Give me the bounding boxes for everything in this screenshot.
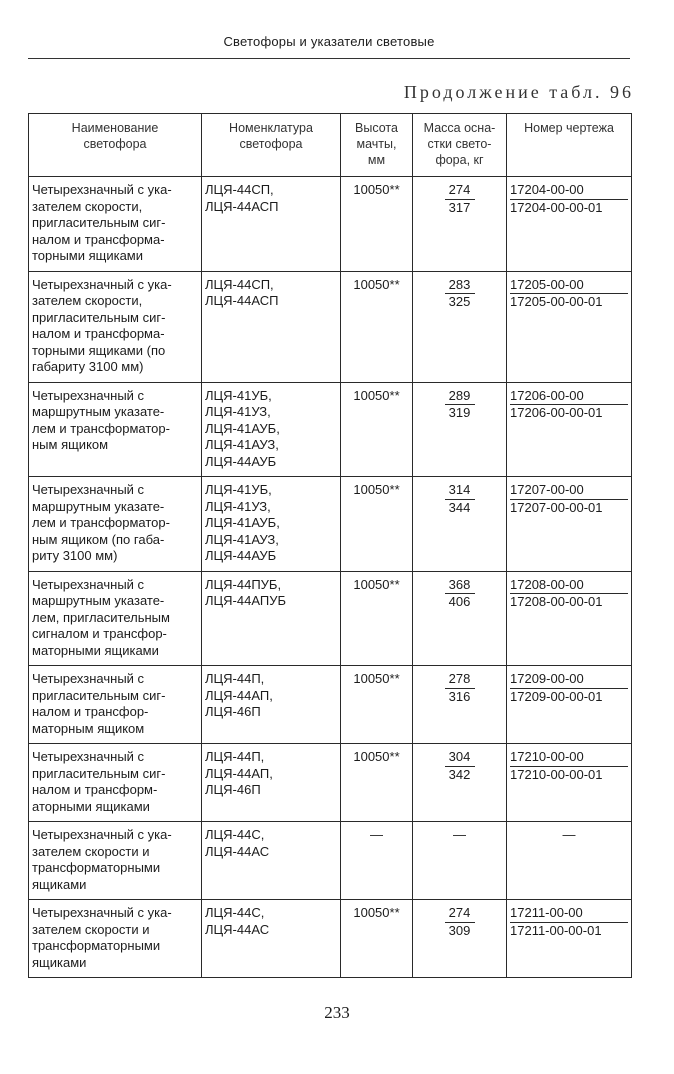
mass-fraction <box>445 482 475 516</box>
mass-numerator: 289 <box>445 388 475 406</box>
mass-fraction <box>445 749 475 783</box>
drawing-cell: — <box>507 822 632 900</box>
height-cell: — <box>341 822 413 900</box>
drawing-number-main: 17205-00-00 <box>510 277 628 295</box>
height-cell: 10050** <box>341 666 413 744</box>
mass-fraction <box>445 277 475 311</box>
drawing-number-main: 17207-00-00 <box>510 482 628 500</box>
mass-fraction <box>445 577 475 611</box>
drawing-number-main: 17211-00-00 <box>510 905 628 923</box>
nomenclature-cell: ЛЦЯ-41УБ, ЛЦЯ-41УЗ, ЛЦЯ-41АУБ, ЛЦЯ-41АУЗ, ЛЦЯ-44АУБ <box>202 382 341 477</box>
drawing-number-variant: 17210-00-00-01 <box>510 766 603 782</box>
nomenclature-cell: ЛЦЯ-41УБ, ЛЦЯ-41УЗ, ЛЦЯ-41АУБ, ЛЦЯ-41АУЗ, ЛЦЯ-44АУБ <box>202 477 341 572</box>
signal-name-cell: Четырехзначный с ука- зателем скорости и трансформаторными ящиками <box>29 822 202 900</box>
mass-numerator: 274 <box>445 182 475 200</box>
nomenclature-cell: ЛЦЯ-44ПУБ, ЛЦЯ-44АПУБ <box>202 571 341 666</box>
mass-denominator: 319 <box>448 405 471 420</box>
mass-numerator: 278 <box>445 671 475 689</box>
mass-cell <box>413 382 507 477</box>
signal-name-cell: Четырехзначный с ука- зателем скорости, пригласительным сиг- налом и трансформа- торными ящиками (по габариту 3100 мм) <box>29 271 202 382</box>
table-row <box>29 477 632 572</box>
drawing-cell <box>507 900 632 978</box>
mass-fraction <box>445 671 475 705</box>
drawing-cell <box>507 571 632 666</box>
mass-numerator: 283 <box>445 277 475 295</box>
mass-denominator: 344 <box>448 499 471 515</box>
drawing-number-main: 17209-00-00 <box>510 671 628 689</box>
signal-name-cell: Четырехзначный с пригласительным сиг- налом и трансфор- маторным ящиком <box>29 666 202 744</box>
nomenclature-cell: ЛЦЯ-44С, ЛЦЯ-44АС <box>202 822 341 900</box>
height-cell: 10050** <box>341 271 413 382</box>
drawing-number-variant: 17208-00-00-01 <box>510 594 603 609</box>
nomenclature-cell: ЛЦЯ-44П, ЛЦЯ-44АП, ЛЦЯ-46П <box>202 666 341 744</box>
table-row <box>29 666 632 744</box>
header-drawing: Номер чертежа <box>507 114 632 177</box>
mass-denominator: 309 <box>448 922 471 938</box>
mass-numerator: 368 <box>445 577 475 595</box>
mass-denominator: 325 <box>448 294 471 309</box>
nomenclature-cell: ЛЦЯ-44П, ЛЦЯ-44АП, ЛЦЯ-46П <box>202 744 341 822</box>
table-row <box>29 744 632 822</box>
mass-denominator: 316 <box>448 688 471 704</box>
mass-numerator: 274 <box>445 905 475 923</box>
mass-numerator: 304 <box>445 749 475 767</box>
mass-cell <box>413 177 507 272</box>
page-number: 233 <box>324 1003 350 1022</box>
nomenclature-cell: ЛЦЯ-44С, ЛЦЯ-44АС <box>202 900 341 978</box>
drawing-number-main: 17204-00-00 <box>510 182 628 200</box>
mass-fraction <box>445 905 475 939</box>
header-height: Высота мачты, мм <box>341 114 413 177</box>
mass-cell <box>413 477 507 572</box>
height-cell: 10050** <box>341 744 413 822</box>
mass-denominator: 342 <box>448 766 471 782</box>
drawing-number-main: 17208-00-00 <box>510 577 628 595</box>
header-mass: Масса осна- стки свето- фора, кг <box>413 114 507 177</box>
height-cell: 10050** <box>341 177 413 272</box>
mass-cell: — <box>413 822 507 900</box>
drawing-number-variant: 17209-00-00-01 <box>510 688 603 704</box>
table-row <box>29 382 632 477</box>
mass-cell <box>413 271 507 382</box>
table-body <box>29 177 632 978</box>
mass-numerator: 314 <box>445 482 475 500</box>
table-row <box>29 177 632 272</box>
mass-fraction <box>445 182 475 216</box>
drawing-cell <box>507 744 632 822</box>
height-cell: 10050** <box>341 900 413 978</box>
signal-name-cell: Четырехзначный с ука- зателем скорости, пригласительным сиг- налом и трансформа- торными ящиками <box>29 177 202 272</box>
mass-cell <box>413 571 507 666</box>
table-row <box>29 900 632 978</box>
drawing-cell <box>507 382 632 477</box>
table-header-row <box>29 114 632 177</box>
height-cell: 10050** <box>341 477 413 572</box>
drawing-number-main: 17210-00-00 <box>510 749 628 767</box>
traffic-lights-table <box>28 113 632 978</box>
signal-name-cell: Четырехзначный с маршрутным указате- лем, пригласительным сигналом и трансфор- маторными ящиками <box>29 571 202 666</box>
table-continuation-label: Продолжение табл. 96 <box>403 82 634 102</box>
drawing-cell <box>507 271 632 382</box>
nomenclature-cell: ЛЦЯ-44СП, ЛЦЯ-44АСП <box>202 177 341 272</box>
mass-fraction <box>445 388 475 422</box>
drawing-number-variant: 17204-00-00-01 <box>510 199 603 215</box>
mass-denominator: 406 <box>448 594 471 609</box>
table-row <box>29 571 632 666</box>
signal-name-cell: Четырехзначный с ука- зателем скорости и трансформаторными ящиками <box>29 900 202 978</box>
drawing-cell <box>507 177 632 272</box>
mass-cell <box>413 900 507 978</box>
header-name: Наименование светофора <box>29 114 202 177</box>
table-row <box>29 822 632 900</box>
table-row <box>29 271 632 382</box>
running-head: Светофоры и указатели световые <box>223 34 435 49</box>
height-cell: 10050** <box>341 571 413 666</box>
drawing-number-variant: 17211-00-00-01 <box>510 922 602 938</box>
height-cell: 10050** <box>341 382 413 477</box>
nomenclature-cell: ЛЦЯ-44СП, ЛЦЯ-44АСП <box>202 271 341 382</box>
mass-cell <box>413 744 507 822</box>
drawing-cell <box>507 477 632 572</box>
mass-cell <box>413 666 507 744</box>
header-rule <box>28 58 630 59</box>
mass-denominator: 317 <box>448 199 471 215</box>
drawing-number-variant: 17206-00-00-01 <box>510 405 603 420</box>
drawing-cell <box>507 666 632 744</box>
signal-name-cell: Четырехзначный с пригласительным сиг- налом и трансформ- аторными ящиками <box>29 744 202 822</box>
signal-name-cell: Четырехзначный с маршрутным указате- лем и трансформатор- ным ящиком (по габа- риту 3100 мм) <box>29 477 202 572</box>
drawing-number-variant: 17205-00-00-01 <box>510 294 603 309</box>
drawing-number-main: 17206-00-00 <box>510 388 628 406</box>
header-nomenclature: Номенклатура светофора <box>202 114 341 177</box>
drawing-number-variant: 17207-00-00-01 <box>510 499 603 515</box>
signal-name-cell: Четырехзначный с маршрутным указате- лем и трансформатор- ным ящиком <box>29 382 202 477</box>
